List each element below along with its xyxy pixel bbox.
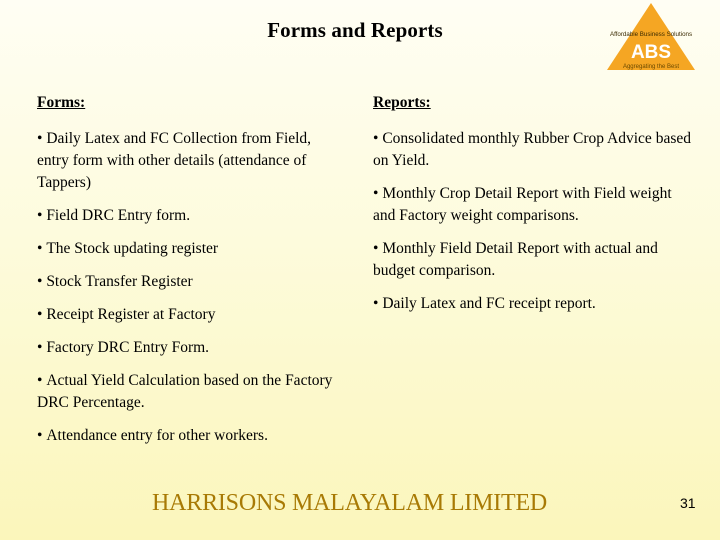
forms-item: • Actual Yield Calculation based on the Factory DRC Percentage. (37, 370, 337, 414)
logo-tagline-top: Affordable Business Solutions (609, 31, 693, 38)
page-number: 31 (680, 495, 696, 511)
slide-title: Forms and Reports (267, 18, 443, 42)
forms-item: • Receipt Register at Factory (37, 304, 337, 326)
forms-heading: Forms: (37, 94, 86, 111)
abs-logo (598, 2, 704, 72)
forms-item: • The Stock updating register (37, 238, 337, 260)
reports-item: • Monthly Field Detail Report with actual and budget comparison. (373, 238, 693, 282)
forms-item: • Factory DRC Entry Form. (37, 337, 337, 359)
reports-item: • Monthly Crop Detail Report with Field weight and Factory weight comparisons. (373, 183, 693, 227)
footer-company-name: HARRISONS MALAYALAM LIMITED (152, 490, 548, 516)
logo-tagline-bottom: Aggregating the Best (622, 64, 680, 70)
forms-item: • Daily Latex and FC Collection from Field, entry form with other details (attendance of Tappers) (37, 128, 337, 194)
forms-item: • Field DRC Entry form. (37, 205, 337, 227)
logo-brand: ABS (630, 42, 672, 63)
reports-column (373, 92, 693, 326)
forms-column (37, 92, 337, 458)
reports-item: • Consolidated monthly Rubber Crop Advice based on Yield. (373, 128, 693, 172)
forms-item: • Stock Transfer Register (37, 271, 337, 293)
reports-heading: Reports: (373, 94, 431, 111)
reports-item: • Daily Latex and FC receipt report. (373, 293, 693, 315)
forms-item: • Attendance entry for other workers. (37, 425, 337, 447)
